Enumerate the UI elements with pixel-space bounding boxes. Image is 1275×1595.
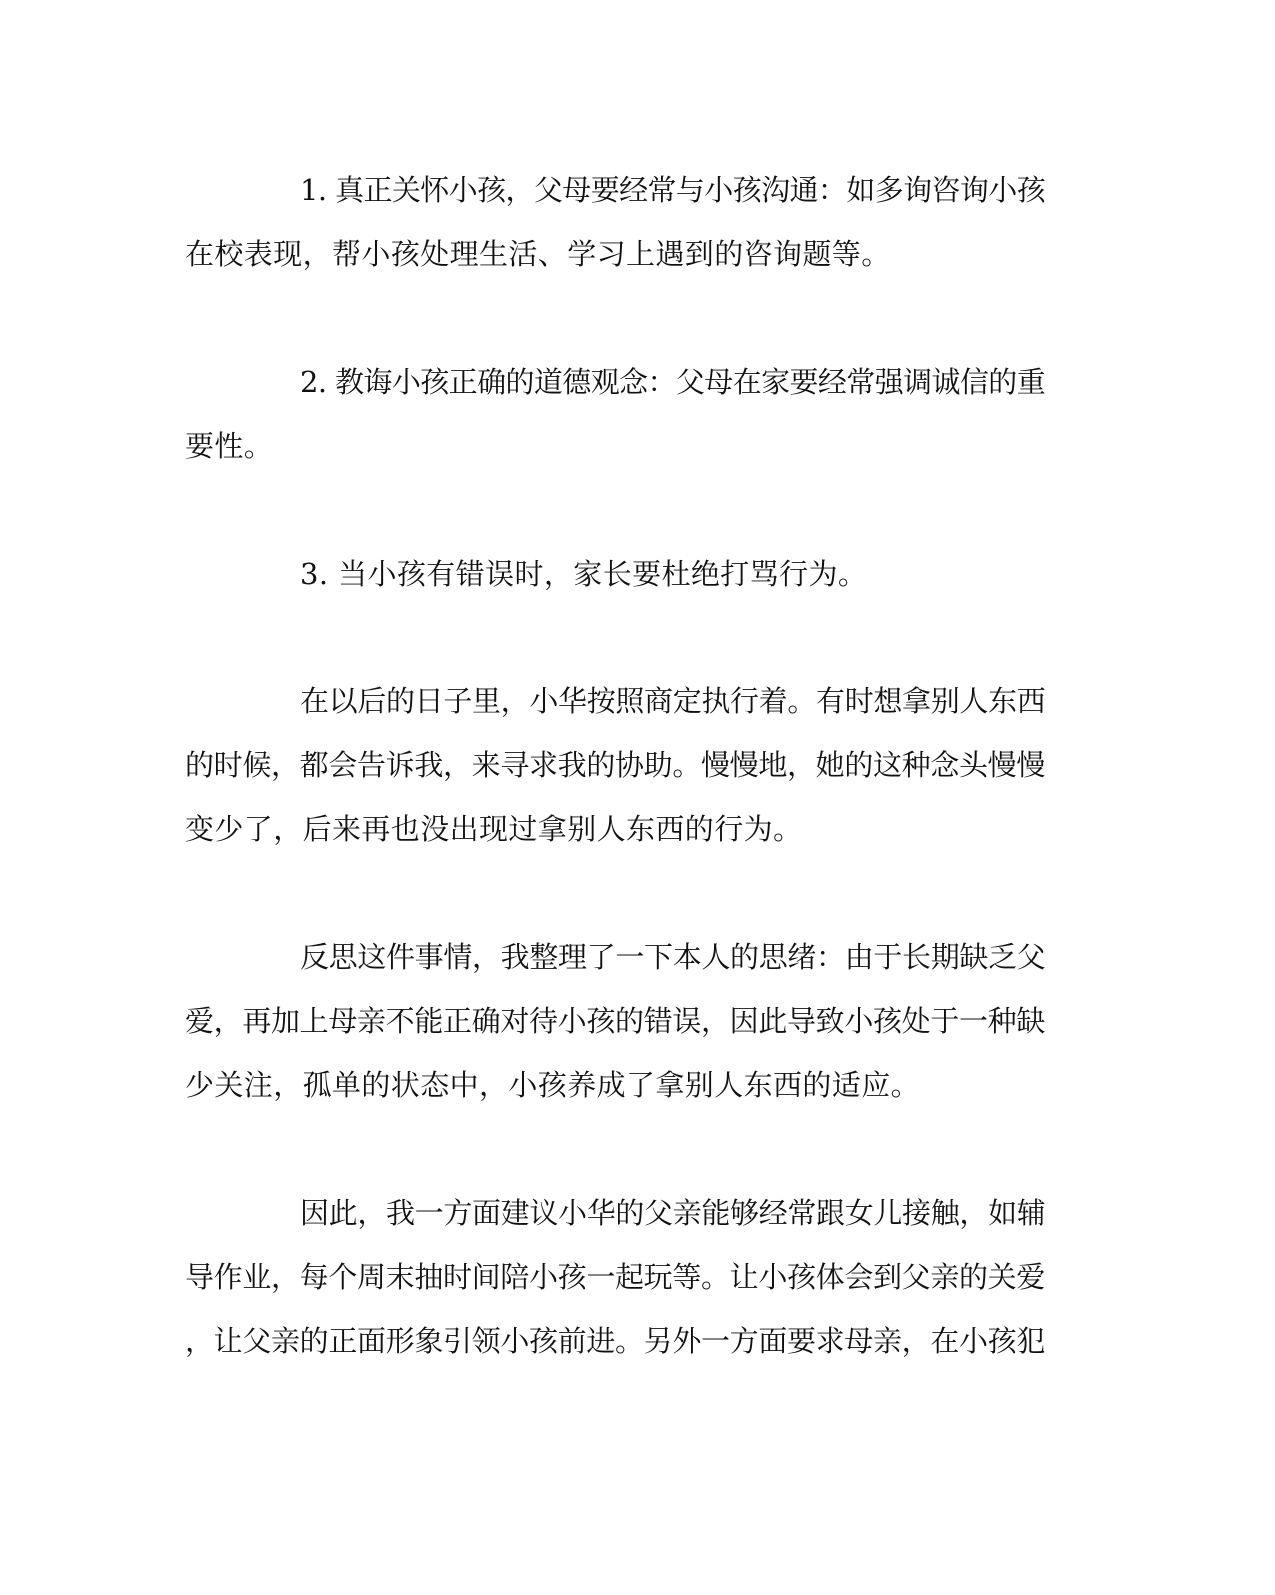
paragraph-5-line-3: 少关注，孤单的状态中，小孩养成了拿别人东西的适应。: [185, 1068, 921, 1102]
paragraph-3-line-1: 3. 当小孩有错误时，家长要杜绝打骂行为。: [300, 557, 868, 591]
paragraph-1-line-2: 在校表现，帮小孩处理生活、学习上遇到的咨询题等。: [185, 237, 891, 271]
paragraph-5-line-1: 反思这件事情，我整理了一下本人的思绪：由于长期缺乏父: [300, 940, 1046, 974]
paragraph-6-line-2: 导作业，每个周末抽时间陪小孩一起玩等。让小孩体会到父亲的关爱: [185, 1260, 1046, 1294]
paragraph-6-line-3: ，让父亲的正面形象引领小孩前进。另外一方面要求母亲，在小孩犯: [185, 1324, 1046, 1358]
paragraph-4-line-2: 的时候，都会告诉我，来寻求我的协助。慢慢地，她的这种念头慢慢: [185, 748, 1046, 782]
paragraph-6-line-1: 因此，我一方面建议小华的父亲能够经常跟女儿接触，如辅: [300, 1196, 1046, 1230]
paragraph-5-line-2: 爱，再加上母亲不能正确对待小孩的错误，因此导致小孩处于一种缺: [185, 1004, 1046, 1038]
paragraph-2-line-1: 2. 教诲小孩正确的道德观念：父母在家要经常强调诚信的重: [300, 365, 1046, 399]
paragraph-4-line-3: 变少了，后来再也没出现过拿别人东西的行为。: [185, 812, 803, 846]
paragraph-4-line-1: 在以后的日子里，小华按照商定执行着。有时想拿别人东西: [300, 684, 1046, 718]
paragraph-1-line-1: 1. 真正关怀小孩，父母要经常与小孩沟通：如多询咨询小孩: [300, 173, 1046, 207]
paragraph-2-line-2: 要性。: [185, 429, 274, 463]
